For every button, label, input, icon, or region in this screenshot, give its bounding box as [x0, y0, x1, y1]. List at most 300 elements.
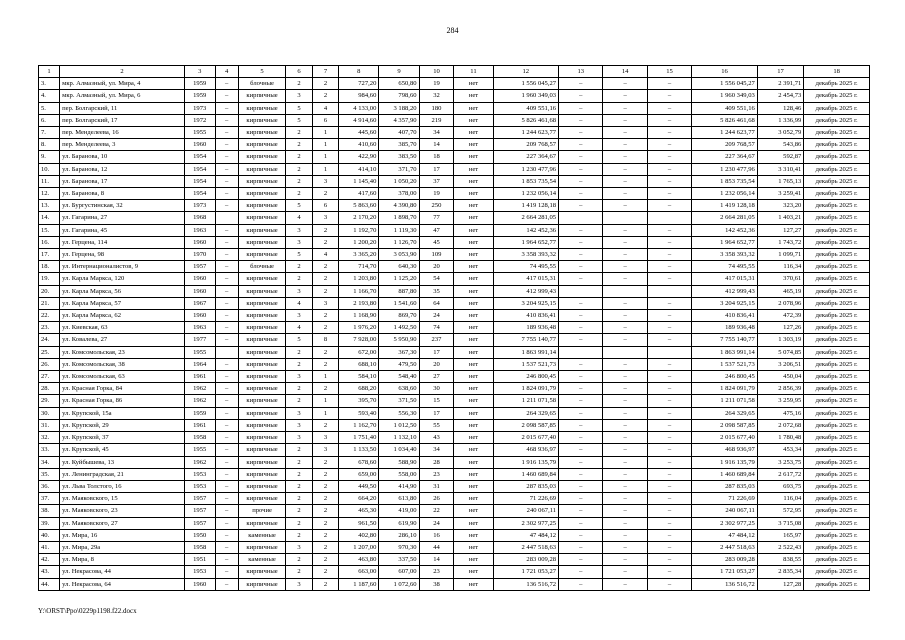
- table-row: [39, 395, 870, 407]
- table-cell: 558,00: [379, 468, 419, 480]
- table-cell: 1 133,50: [339, 444, 379, 456]
- table-cell: 1955: [184, 444, 215, 456]
- table-cell: 1 168,90: [339, 310, 379, 322]
- table-cell: 1 099,71: [757, 249, 804, 261]
- table-cell: декабрь 2025 г.: [804, 285, 870, 297]
- table-cell: 1 162,70: [339, 419, 379, 431]
- table-cell: 283 009,28: [493, 554, 559, 566]
- table-cell: декабрь 2025 г.: [804, 554, 870, 566]
- table-cell: –: [559, 139, 603, 151]
- table-cell: –: [215, 529, 238, 541]
- table-cell: декабрь 2025 г.: [804, 273, 870, 285]
- table-cell: 15: [419, 395, 454, 407]
- table-cell: нет: [454, 371, 493, 383]
- table-cell: 465,19: [757, 285, 804, 297]
- table-cell: –: [603, 90, 647, 102]
- table-cell: 5: [286, 200, 312, 212]
- table-cell: 970,30: [379, 541, 419, 553]
- table-cell: 475,16: [757, 407, 804, 419]
- table-cell: 189 936,48: [692, 322, 758, 334]
- table-cell: –: [603, 395, 647, 407]
- table-cell: ул. Мира, 16: [60, 529, 185, 541]
- table-cell: 2 170,20: [339, 212, 379, 224]
- table-cell: декабрь 2025 г.: [804, 322, 870, 334]
- table-cell: 1 964 652,77: [493, 236, 559, 248]
- table-cell: 14: [419, 554, 454, 566]
- table-cell: –: [647, 493, 691, 505]
- table-cell: нет: [454, 517, 493, 529]
- table-cell: [559, 212, 603, 224]
- table-cell: 38: [419, 578, 454, 590]
- table-cell: 2 015 677,40: [692, 432, 758, 444]
- table-cell: 664,20: [339, 493, 379, 505]
- table-cell: 116,34: [757, 261, 804, 273]
- table-cell: 3: [286, 432, 312, 444]
- table-cell: 7 755 140,77: [493, 334, 559, 346]
- table-cell: 1 537 521,73: [493, 358, 559, 370]
- table-cell: 1 336,99: [757, 114, 804, 126]
- table-cell: кирпичные: [238, 200, 286, 212]
- column-number-cell: 11: [454, 66, 493, 78]
- table-cell: 1958: [184, 432, 215, 444]
- table-cell: –: [603, 127, 647, 139]
- table-cell: 19: [419, 188, 454, 200]
- table-cell: 371,50: [379, 395, 419, 407]
- table-cell: 3 188,20: [379, 102, 419, 114]
- table-cell: 2 856,39: [757, 383, 804, 395]
- table-cell: 798,60: [379, 90, 419, 102]
- table-row: [39, 371, 870, 383]
- table-cell: 2 072,68: [757, 419, 804, 431]
- table-cell: 2 454,73: [757, 90, 804, 102]
- table-cell: 7.: [39, 127, 60, 139]
- table-cell: 3 204 925,15: [692, 297, 758, 309]
- table-row: [39, 261, 870, 273]
- table-cell: 584,10: [339, 371, 379, 383]
- table-cell: декабрь 2025 г.: [804, 529, 870, 541]
- table-cell: [647, 346, 691, 358]
- table-cell: кирпичные: [238, 444, 286, 456]
- table-cell: 2: [286, 444, 312, 456]
- table-cell: 1 132,10: [379, 432, 419, 444]
- table-cell: кирпичные: [238, 212, 286, 224]
- table-cell: 40.: [39, 529, 60, 541]
- table-cell: 74 495,55: [493, 261, 559, 273]
- table-cell: 1: [312, 407, 338, 419]
- table-cell: –: [647, 78, 691, 90]
- table-cell: 18: [419, 151, 454, 163]
- table-cell: кирпичные: [238, 285, 286, 297]
- table-cell: 27.: [39, 371, 60, 383]
- table-cell: декабрь 2025 г.: [804, 78, 870, 90]
- table-cell: 1959: [184, 90, 215, 102]
- table-cell: –: [559, 310, 603, 322]
- table-cell: 1955: [184, 346, 215, 358]
- table-cell: 26.: [39, 358, 60, 370]
- table-cell: 1 863 991,14: [493, 346, 559, 358]
- table-cell: 417,60: [339, 188, 379, 200]
- table-cell: 29.: [39, 395, 60, 407]
- table-cell: 2: [312, 505, 338, 517]
- table-cell: 838,55: [757, 554, 804, 566]
- table-cell: 2: [312, 493, 338, 505]
- table-cell: 24: [419, 517, 454, 529]
- table-cell: 2: [286, 358, 312, 370]
- table-cell: –: [647, 432, 691, 444]
- table-cell: –: [603, 102, 647, 114]
- table-cell: 638,60: [379, 383, 419, 395]
- table-cell: 4: [312, 102, 338, 114]
- table-cell: 23: [419, 566, 454, 578]
- table-cell: кирпичные: [238, 273, 286, 285]
- table-cell: 1 203,80: [339, 273, 379, 285]
- table-cell: 1977: [184, 334, 215, 346]
- table-cell: 142 452,36: [692, 224, 758, 236]
- table-cell: декабрь 2025 г.: [804, 334, 870, 346]
- table-row: [39, 480, 870, 492]
- table-cell: [603, 346, 647, 358]
- table-cell: –: [559, 163, 603, 175]
- table-cell: 367,30: [379, 346, 419, 358]
- table-cell: 693,75: [757, 480, 804, 492]
- table-cell: [215, 212, 238, 224]
- table-cell: ул. Крупской, 29: [60, 419, 185, 431]
- table-cell: 5.: [39, 102, 60, 114]
- table-cell: –: [215, 407, 238, 419]
- table-cell: 34.: [39, 456, 60, 468]
- table-cell: нет: [454, 468, 493, 480]
- table-cell: –: [215, 139, 238, 151]
- table-cell: кирпичные: [238, 249, 286, 261]
- table-cell: –: [647, 90, 691, 102]
- table-cell: 3 715,08: [757, 517, 804, 529]
- table-cell: нет: [454, 114, 493, 126]
- table-cell: 1 853 735,54: [493, 175, 559, 187]
- table-cell: –: [215, 285, 238, 297]
- table-cell: декабрь 2025 г.: [804, 456, 870, 468]
- table-cell: 323,20: [757, 200, 804, 212]
- table-cell: 2: [286, 151, 312, 163]
- table-cell: 1 537 521,73: [692, 358, 758, 370]
- table-cell: –: [559, 78, 603, 90]
- table-cell: 136 516,72: [692, 578, 758, 590]
- table-cell: ул. Крупской, 37: [60, 432, 185, 444]
- table-cell: –: [603, 297, 647, 309]
- table-cell: 109: [419, 249, 454, 261]
- table-cell: –: [603, 236, 647, 248]
- table-cell: 1953: [184, 480, 215, 492]
- column-number-cell: 6: [286, 66, 312, 78]
- table-cell: –: [215, 175, 238, 187]
- table-cell: нет: [454, 395, 493, 407]
- table-cell: 1 824 091,79: [493, 383, 559, 395]
- table-row: [39, 139, 870, 151]
- table-cell: 44: [419, 541, 454, 553]
- table-cell: декабрь 2025 г.: [804, 480, 870, 492]
- table-row: [39, 456, 870, 468]
- table-cell: 1961: [184, 371, 215, 383]
- table-cell: 287 835,03: [493, 480, 559, 492]
- table-cell: 2: [286, 554, 312, 566]
- table-row: [39, 90, 870, 102]
- table-cell: 1 541,60: [379, 297, 419, 309]
- table-cell: 8.: [39, 139, 60, 151]
- table-cell: –: [559, 419, 603, 431]
- table-cell: ул. Крупской, 15а: [60, 407, 185, 419]
- table-cell: 1 192,70: [339, 224, 379, 236]
- table-cell: 38.: [39, 505, 60, 517]
- column-number-cell: 12: [493, 66, 559, 78]
- table-cell: 2 015 677,40: [493, 432, 559, 444]
- table-cell: 22: [419, 505, 454, 517]
- table-cell: декабрь 2025 г.: [804, 127, 870, 139]
- table-cell: 371,70: [379, 163, 419, 175]
- table-cell: 180: [419, 102, 454, 114]
- table-cell: 5 863,60: [339, 200, 379, 212]
- table-cell: 3: [312, 297, 338, 309]
- table-cell: 2: [312, 383, 338, 395]
- table-cell: кирпичные: [238, 419, 286, 431]
- table-cell: 2: [286, 383, 312, 395]
- table-cell: нет: [454, 151, 493, 163]
- table-cell: 619,90: [379, 517, 419, 529]
- table-cell: пер. Болгарский, 17: [60, 114, 185, 126]
- table-cell: 14.: [39, 212, 60, 224]
- table-cell: –: [603, 371, 647, 383]
- table-cell: блочные: [238, 261, 286, 273]
- table-cell: 3: [286, 224, 312, 236]
- table-cell: мкр. Алмазный, ул. Мира, 6: [60, 90, 185, 102]
- table-cell: 4: [286, 322, 312, 334]
- table-cell: 410,60: [339, 139, 379, 151]
- table-cell: 1967: [184, 297, 215, 309]
- table-cell: 588,90: [379, 456, 419, 468]
- table-cell: 10.: [39, 163, 60, 175]
- column-number-cell: 4: [215, 66, 238, 78]
- table-cell: ул. Красная Горка, 84: [60, 383, 185, 395]
- table-cell: кирпичные: [238, 188, 286, 200]
- table-cell: –: [647, 578, 691, 590]
- table-cell: кирпичные: [238, 383, 286, 395]
- table-cell: 468 936,97: [493, 444, 559, 456]
- table-cell: –: [215, 554, 238, 566]
- table-cell: –: [647, 188, 691, 200]
- table-cell: декабрь 2025 г.: [804, 493, 870, 505]
- table-cell: 2 835,34: [757, 566, 804, 578]
- table-cell: декабрь 2025 г.: [804, 102, 870, 114]
- table-cell: 1954: [184, 188, 215, 200]
- table-cell: –: [215, 249, 238, 261]
- table-cell: нет: [454, 163, 493, 175]
- table-cell: 47 484,12: [493, 529, 559, 541]
- table-cell: 2 447 518,63: [493, 541, 559, 553]
- table-cell: 27: [419, 371, 454, 383]
- page-number: 284: [446, 26, 459, 35]
- table-cell: 412 999,43: [493, 285, 559, 297]
- table-cell: –: [603, 273, 647, 285]
- table-cell: –: [559, 383, 603, 395]
- table-cell: –: [647, 297, 691, 309]
- table-cell: –: [559, 554, 603, 566]
- table-cell: кирпичные: [238, 358, 286, 370]
- table-cell: –: [603, 249, 647, 261]
- table-row: [39, 297, 870, 309]
- table-cell: ул. Гагарина, 27: [60, 212, 185, 224]
- table-cell: ул. Комсомольская, 63: [60, 371, 185, 383]
- table-cell: –: [215, 114, 238, 126]
- column-number-cell: 8: [339, 66, 379, 78]
- table-cell: 21.: [39, 297, 60, 309]
- table-cell: 678,60: [339, 456, 379, 468]
- table-cell: 402,80: [339, 529, 379, 541]
- table-cell: 37.: [39, 493, 60, 505]
- table-cell: –: [603, 444, 647, 456]
- table-cell: –: [647, 529, 691, 541]
- table-cell: 1 072,60: [379, 578, 419, 590]
- table-cell: 370,61: [757, 273, 804, 285]
- table-row: [39, 505, 870, 517]
- table-cell: –: [559, 249, 603, 261]
- table-cell: 71 226,69: [692, 493, 758, 505]
- table-cell: 869,70: [379, 310, 419, 322]
- table-cell: 116,04: [757, 493, 804, 505]
- table-cell: нет: [454, 432, 493, 444]
- table-cell: 1 230 477,96: [493, 163, 559, 175]
- table-cell: 4: [312, 249, 338, 261]
- table-cell: 3 358 393,32: [493, 249, 559, 261]
- table-cell: декабрь 2025 г.: [804, 358, 870, 370]
- table-cell: –: [559, 468, 603, 480]
- table-cell: 240 067,11: [493, 505, 559, 517]
- table-cell: 246 800,45: [692, 371, 758, 383]
- table-cell: 412 999,43: [692, 285, 758, 297]
- table-cell: –: [215, 322, 238, 334]
- table-cell: –: [603, 200, 647, 212]
- table-cell: –: [603, 322, 647, 334]
- table-cell: нет: [454, 578, 493, 590]
- table-cell: декабрь 2025 г.: [804, 188, 870, 200]
- table-cell: –: [603, 188, 647, 200]
- table-cell: 1961: [184, 419, 215, 431]
- table-cell: 1 863 991,14: [692, 346, 758, 358]
- table-cell: 472,39: [757, 310, 804, 322]
- table-cell: 593,40: [339, 407, 379, 419]
- table-cell: кирпичные: [238, 90, 286, 102]
- table-row: [39, 310, 870, 322]
- table-cell: 3 365,20: [339, 249, 379, 261]
- table-cell: 2: [286, 163, 312, 175]
- table-cell: 6.: [39, 114, 60, 126]
- table-cell: нет: [454, 102, 493, 114]
- table-cell: ул. Герцена, 98: [60, 249, 185, 261]
- table-cell: 663,00: [339, 566, 379, 578]
- table-cell: 3: [286, 236, 312, 248]
- table-cell: –: [215, 261, 238, 273]
- table-cell: –: [559, 114, 603, 126]
- table-cell: –: [647, 261, 691, 273]
- table-cell: декабрь 2025 г.: [804, 578, 870, 590]
- table-cell: 961,50: [339, 517, 379, 529]
- table-cell: 409 551,16: [692, 102, 758, 114]
- table-cell: –: [603, 334, 647, 346]
- table-cell: кирпичные: [238, 322, 286, 334]
- table-cell: 1964: [184, 358, 215, 370]
- table-cell: 3 310,41: [757, 163, 804, 175]
- table-cell: ул. Карла Маркса, 56: [60, 285, 185, 297]
- table-cell: –: [603, 505, 647, 517]
- column-number-cell: 2: [60, 66, 185, 78]
- table-row: [39, 212, 870, 224]
- table-cell: 2: [312, 188, 338, 200]
- table-cell: нет: [454, 200, 493, 212]
- table-cell: ул. Льва Толстого, 16: [60, 480, 185, 492]
- table-cell: 410 836,41: [692, 310, 758, 322]
- table-cell: нет: [454, 505, 493, 517]
- table-cell: 17: [419, 346, 454, 358]
- table-cell: –: [215, 297, 238, 309]
- table-cell: 127,27: [757, 224, 804, 236]
- table-cell: 2: [312, 517, 338, 529]
- housing-register-table: [38, 65, 870, 591]
- table-cell: 5 826 461,68: [493, 114, 559, 126]
- table-cell: 714,70: [339, 261, 379, 273]
- table-cell: ул. Мира, 8: [60, 554, 185, 566]
- table-cell: кирпичные: [238, 517, 286, 529]
- table-cell: 55: [419, 419, 454, 431]
- table-cell: –: [603, 139, 647, 151]
- table-cell: ул. Герцена, 114: [60, 236, 185, 248]
- table-cell: –: [647, 249, 691, 261]
- table-cell: –: [215, 151, 238, 163]
- table-cell: 417 015,31: [493, 273, 559, 285]
- table-cell: декабрь 2025 г.: [804, 163, 870, 175]
- table-cell: нет: [454, 175, 493, 187]
- table-cell: –: [559, 493, 603, 505]
- table-cell: –: [215, 517, 238, 529]
- table-cell: 3 052,79: [757, 127, 804, 139]
- table-cell: –: [647, 139, 691, 151]
- table-cell: 7 928,00: [339, 334, 379, 346]
- table-cell: кирпичные: [238, 395, 286, 407]
- table-cell: 650,80: [379, 78, 419, 90]
- table-cell: 3.: [39, 78, 60, 90]
- table-cell: ул. Мира, 29а: [60, 541, 185, 553]
- table-cell: –: [215, 163, 238, 175]
- table-cell: 3 358 393,32: [692, 249, 758, 261]
- table-cell: 33.: [39, 444, 60, 456]
- table-cell: 5: [286, 249, 312, 261]
- table-cell: 1957: [184, 517, 215, 529]
- table-cell: 4: [286, 212, 312, 224]
- table-cell: –: [647, 383, 691, 395]
- table-cell: кирпичные: [238, 163, 286, 175]
- table-cell: нет: [454, 249, 493, 261]
- table-cell: 17: [419, 407, 454, 419]
- table-cell: 659,00: [339, 468, 379, 480]
- table-cell: ул. Карла Маркса, 57: [60, 297, 185, 309]
- table-cell: нет: [454, 334, 493, 346]
- table-cell: –: [215, 236, 238, 248]
- table-cell: нет: [454, 78, 493, 90]
- table-cell: 1 960 349,03: [692, 90, 758, 102]
- table-cell: ул. Гагарина, 45: [60, 224, 185, 236]
- table-cell: –: [215, 358, 238, 370]
- table-cell: нет: [454, 224, 493, 236]
- column-number-cell: 16: [692, 66, 758, 78]
- table-cell: 77: [419, 212, 454, 224]
- table-cell: 23: [419, 468, 454, 480]
- table-cell: декабрь 2025 г.: [804, 395, 870, 407]
